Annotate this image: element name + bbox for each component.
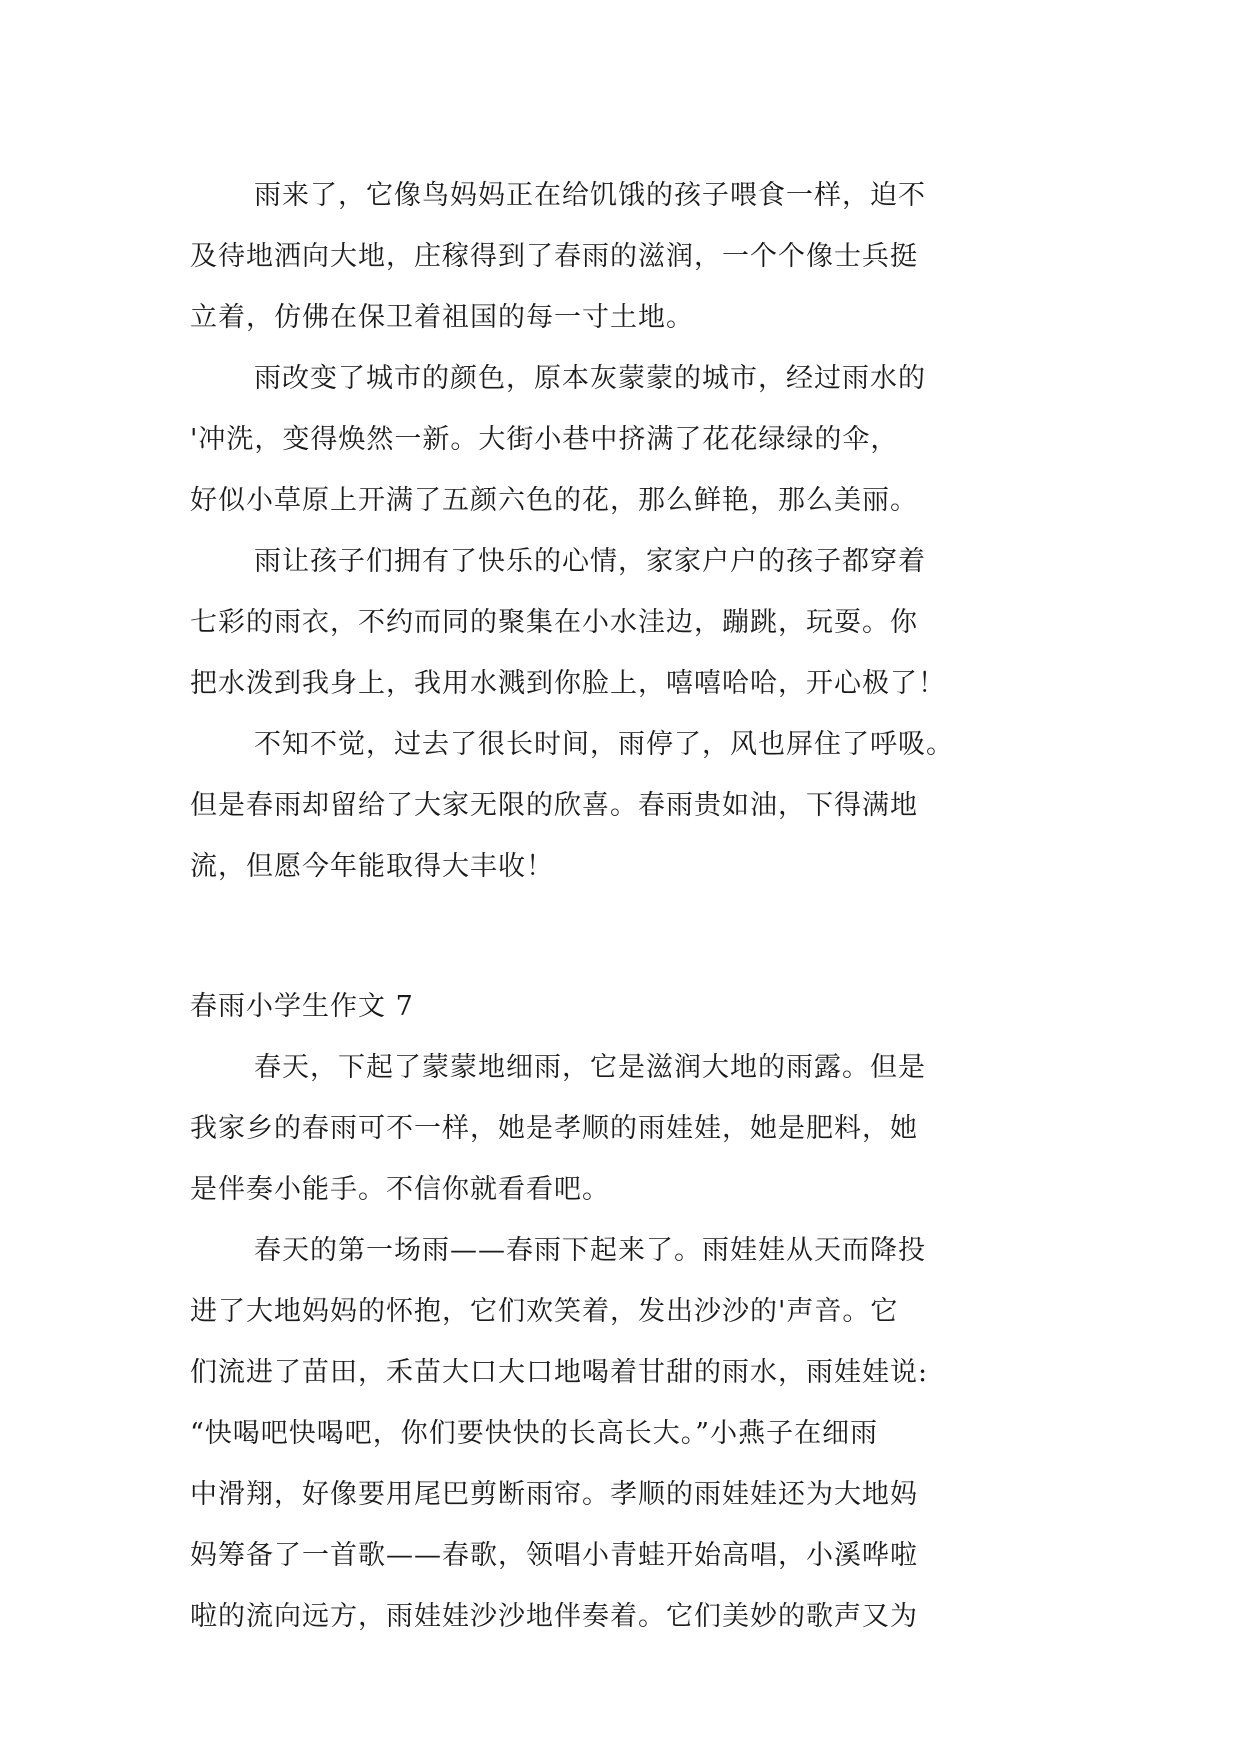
text-line: 啦的流向远方，雨娃娃沙沙地伴奏着。它们美妙的歌声又为 (190, 1601, 918, 1632)
paragraph (190, 1037, 1050, 1220)
paragraph (190, 1220, 1050, 1647)
paragraph (190, 348, 1050, 531)
text-line: 妈筹备了一首歌——春歌，领唱小青蛙开始高唱，小溪哗啦 (190, 1540, 918, 1571)
text-line: 雨来了，它像鸟妈妈正在给饥饿的孩子喂食一样，迫不 (254, 180, 926, 211)
text-line: “快喝吧快喝吧，你们要快快的长高长大。”小燕子在细雨 (190, 1418, 879, 1449)
text-line: 不知不觉，过去了很长时间，雨停了，风也屏住了呼吸。 (254, 729, 954, 760)
text-line: 立着，仿佛在保卫着祖国的每一寸土地。 (190, 302, 694, 333)
text-line: 七彩的雨衣，不约而同的聚集在小水洼边，蹦跳，玩耍。你 (190, 607, 918, 638)
text-line: 雨让孩子们拥有了快乐的心情，家家户户的孩子都穿着 (254, 546, 926, 577)
section-heading: 春雨小学生作文 7 (190, 991, 414, 1022)
text-line: '冲洗，变得焕然一新。大街小巷中挤满了花花绿绿的伞， (190, 424, 899, 455)
text-line: 流，但愿今年能取得大丰收！ (190, 851, 554, 882)
paragraph (190, 165, 1050, 348)
text-line: 及待地洒向大地，庄稼得到了春雨的滋润，一个个像士兵挺 (190, 241, 918, 272)
text-line: 春天的第一场雨——春雨下起来了。雨娃娃从天而降投 (254, 1235, 926, 1266)
paragraph (190, 714, 1050, 897)
text-line: 春天，下起了蒙蒙地细雨，它是滋润大地的雨露。但是 (254, 1052, 926, 1083)
text-line: 进了大地妈妈的怀抱，它们欢笑着，发出沙沙的'声音。它 (190, 1296, 899, 1327)
text-line: 们流进了苗田，禾苗大口大口地喝着甘甜的雨水，雨娃娃说: (190, 1357, 929, 1388)
text-line: 好似小草原上开满了五颜六色的花，那么鲜艳，那么美丽。 (190, 485, 918, 516)
paragraph (190, 531, 1050, 714)
text-line: 雨改变了城市的颜色，原本灰蒙蒙的城市，经过雨水的 (254, 363, 926, 394)
text-line: 中滑翔，好像要用尾巴剪断雨帘。孝顺的雨娃娃还为大地妈 (190, 1479, 918, 1510)
section-spacer (190, 897, 1050, 976)
text-line: 是伴奏小能手。不信你就看看吧。 (190, 1174, 610, 1205)
text-line: 但是春雨却留给了大家无限的欣喜。春雨贵如油，下得满地 (190, 790, 918, 821)
text-line: 把水泼到我身上，我用水溅到你脸上，嘻嘻哈哈，开心极了！ (190, 668, 946, 699)
document-page (190, 165, 1050, 1647)
text-line: 我家乡的春雨可不一样，她是孝顺的雨娃娃，她是肥料，她 (190, 1113, 918, 1144)
